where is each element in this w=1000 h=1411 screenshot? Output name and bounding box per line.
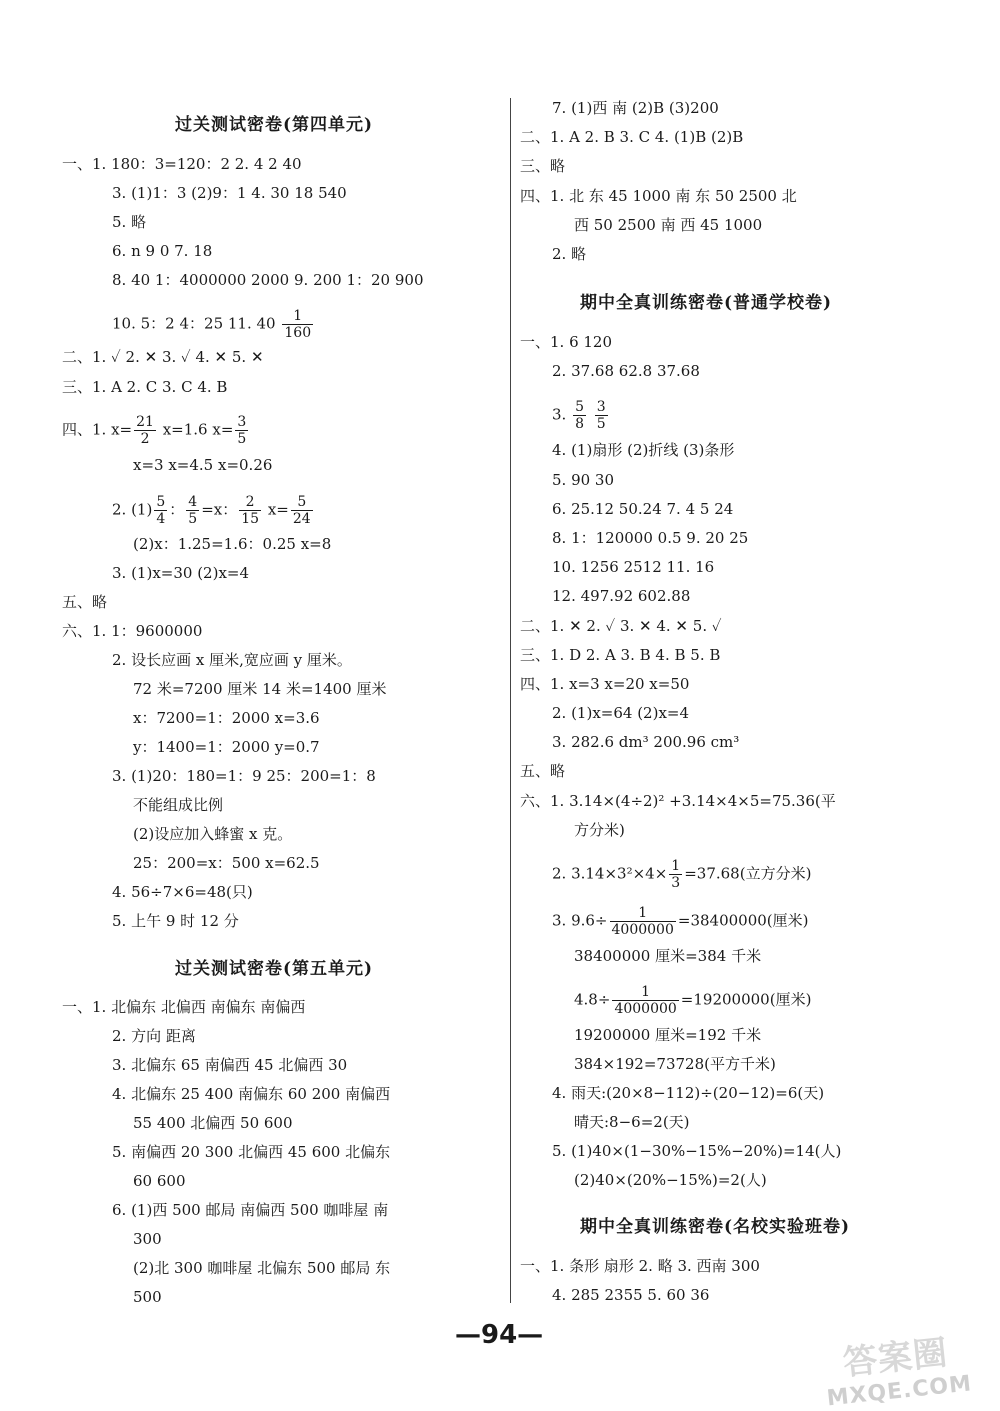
answer-text: x=1.6 x= — [162, 420, 234, 439]
answer-line: 300 — [133, 1230, 162, 1248]
answer-line: 一、1. 6 120 — [520, 333, 613, 351]
answer-line: 五、略 — [62, 593, 108, 611]
answer-line: 72 米=7200 厘米 14 米=1400 厘米 — [133, 680, 387, 698]
answer-line — [552, 399, 610, 432]
answer-text: x= — [267, 500, 289, 519]
answer-line: 2. 方向 距离 — [112, 1027, 196, 1045]
answer-line — [552, 858, 811, 891]
answer-text: ： — [169, 500, 185, 519]
answer-line: 2. 37.68 62.8 37.68 — [552, 362, 700, 380]
answer-line: 6. n 9 0 7. 18 — [112, 242, 213, 260]
answer-line: 五、略 — [520, 762, 566, 780]
answer-line: 三、1. D 2. A 3. B 4. B 5. B — [520, 646, 721, 664]
answer-line: 5. (1)40×(1−30%−15%−20%)=14(人) — [552, 1142, 842, 1160]
answer-line: 8. 1：120000 0.5 9. 20 25 — [552, 529, 749, 547]
fraction: $\frac{1}{4000000}$ — [611, 905, 674, 938]
fraction: $\frac{1}{3}$ — [671, 858, 681, 891]
answer-text: 3. 9.6÷ — [552, 911, 608, 930]
answer-line: 60 600 — [133, 1172, 186, 1190]
answer-line — [112, 494, 315, 527]
answer-line — [552, 905, 809, 938]
answer-line: 4. (1)扇形 (2)折线 (3)条形 — [552, 441, 735, 459]
answer-line: 六、1. 1：9600000 — [62, 622, 203, 640]
answer-line: 7. (1)西 南 (2)B (3)200 — [552, 99, 719, 117]
answer-line: 四、1. 北 东 45 1000 南 东 50 2500 北 — [520, 187, 797, 205]
answer-line: 三、1. A 2. C 3. C 4. B — [62, 378, 228, 396]
answer-line: 55 400 北偏西 50 600 — [133, 1114, 293, 1132]
page-number: —94— — [455, 1320, 544, 1350]
answer-line: 5. 南偏西 20 300 北偏西 45 600 北偏东 — [112, 1143, 391, 1161]
answer-line: 2. (1)x=64 (2)x=4 — [552, 704, 690, 722]
answer-line: 一、1. 180：3=120：2 2. 4 2 40 — [62, 155, 302, 173]
answer-line: 三、略 — [520, 157, 566, 175]
answer-text: =x： — [201, 500, 238, 519]
answer-text: 4.8÷ — [574, 990, 611, 1009]
answer-line: 3. 282.6 dm³ 200.96 cm³ — [552, 733, 740, 751]
column-divider — [510, 98, 511, 1303]
answer-line: 西 50 2500 南 西 45 1000 — [574, 216, 763, 234]
section-title-midterm-elite: 期中全真训练密卷(名校实验班卷) — [580, 1217, 851, 1237]
fraction: $\frac{1}{4000000}$ — [614, 984, 677, 1017]
answer-line: 384×192=73728(平方千米) — [574, 1055, 776, 1073]
answer-line: 一、1. 北偏东 北偏西 南偏东 南偏西 — [62, 998, 306, 1016]
answer-line: 四、1. x=3 x=20 x=50 — [520, 675, 690, 693]
answer-line: 二、1. A 2. B 3. C 4. (1)B (2)B — [520, 128, 744, 146]
answer-line: 不能组成比例 — [133, 796, 224, 814]
answer-line: 3. 北偏东 65 南偏西 45 北偏西 30 — [112, 1056, 348, 1074]
answer-line: 一、1. 条形 扇形 2. 略 3. 西南 300 — [520, 1257, 760, 1275]
answer-text: =37.68(立方分米) — [684, 864, 812, 883]
section-title-unit5: 过关测试密卷(第五单元) — [175, 959, 374, 979]
answer-line: 六、1. 3.14×(4÷2)² +3.14×4×5=75.36(平 — [520, 792, 836, 810]
fraction: $\frac{2}{15}$ — [241, 494, 260, 527]
answer-text: 四、1. x= — [62, 420, 133, 439]
answer-line: 2. 设长应画 x 厘米,宽应画 y 厘米。 — [112, 651, 352, 669]
answer-line: 38400000 厘米=384 千米 — [574, 947, 762, 965]
answer-line: (2)x：1.25=1.6：0.25 x=8 — [133, 535, 332, 553]
fraction: $\frac{5}{4}$ — [156, 494, 166, 527]
answer-line: 晴天:8−6=2(天) — [574, 1113, 690, 1131]
fraction: $\frac{21}{2}$ — [136, 414, 154, 447]
answer-line: x：7200=1：2000 x=3.6 — [133, 709, 320, 727]
answer-line: 方分米) — [574, 821, 625, 839]
answer-line: 二、1. ✓ 2. ✕ 3. ✓ 4. ✕ 5. ✕ — [62, 348, 264, 366]
answer-text: =38400000(厘米) — [677, 911, 809, 930]
fraction: $\frac{5}{24}$ — [292, 494, 311, 527]
fraction: $\frac{4}{5}$ — [188, 494, 198, 527]
answer-line: 10. 1256 2512 11. 16 — [552, 558, 715, 576]
answer-line: y：1400=1：2000 y=0.7 — [133, 738, 320, 756]
answer-line: 25：200=x：500 x=62.5 — [133, 854, 320, 872]
answer-line: 8. 40 1：4000000 2000 9. 200 1：20 900 — [112, 271, 424, 289]
section-title-midterm-regular: 期中全真训练密卷(普通学校卷) — [580, 293, 833, 313]
answer-line — [112, 308, 315, 341]
answer-text: 3. — [552, 405, 567, 424]
answer-line: (2)设应加入蜂蜜 x 克。 — [133, 825, 293, 843]
answer-line: 6. (1)西 500 邮局 南偏西 500 咖啡屋 南 — [112, 1201, 389, 1219]
answer-line: 3. (1)x=30 (2)x=4 — [112, 564, 250, 582]
watermark-logo — [821, 1323, 974, 1411]
answer-line: (2)北 300 咖啡屋 北偏东 500 邮局 东 — [133, 1259, 391, 1277]
answer-line: 3. (1)20：180=1：9 25：200=1：8 — [112, 767, 376, 785]
answer-line: 6. 25.12 50.24 7. 4 5 24 — [552, 500, 734, 518]
answer-line: 4. 285 2355 5. 60 36 — [552, 1286, 710, 1304]
answer-line — [62, 414, 250, 447]
answer-text: 10. 5：2 4：25 11. 40 — [112, 314, 276, 333]
answer-line: 500 — [133, 1288, 162, 1306]
answer-line: 5. 上午 9 时 12 分 — [112, 912, 239, 930]
answer-text: 2. (1) — [112, 500, 153, 519]
fraction: $\frac{3}{5}$ — [237, 414, 247, 447]
answer-line: 19200000 厘米=192 千米 — [574, 1026, 762, 1044]
answer-line: 12. 497.92 602.88 — [552, 587, 691, 605]
answer-line: 5. 略 — [112, 213, 147, 231]
fraction: $\frac{5}{8}$ — [575, 399, 585, 432]
watermark-top: 答案圈 — [841, 1332, 951, 1384]
fraction: $\frac{3}{5}$ — [596, 399, 606, 432]
answer-line: 4. 北偏东 25 400 南偏东 60 200 南偏西 — [112, 1085, 391, 1103]
answer-text: =19200000(厘米) — [680, 990, 812, 1009]
answer-line: 4. 56÷7×6=48(只) — [112, 883, 253, 901]
answer-line: 3. (1)1：3 (2)9：1 4. 30 18 540 — [112, 184, 347, 202]
answer-line: 二、1. ✕ 2. ✓ 3. ✕ 4. ✕ 5. ✓ — [520, 617, 722, 635]
fraction: $\frac{1}{160}$ — [284, 308, 312, 341]
answer-line: 4. 雨天:(20×8−112)÷(20−12)=6(天) — [552, 1084, 825, 1102]
watermark-bottom: MXQE.COM — [825, 1371, 974, 1411]
answer-line: 2. 略 — [552, 245, 587, 263]
answer-line — [574, 984, 811, 1017]
answer-line: (2)40×(20%−15%)=2(人) — [574, 1171, 767, 1189]
section-title-unit4: 过关测试密卷(第四单元) — [175, 115, 374, 135]
answer-line: 5. 90 30 — [552, 471, 615, 489]
answer-text: 2. 3.14×3²×4× — [552, 864, 668, 883]
answer-line: x=3 x=4.5 x=0.26 — [133, 456, 273, 474]
